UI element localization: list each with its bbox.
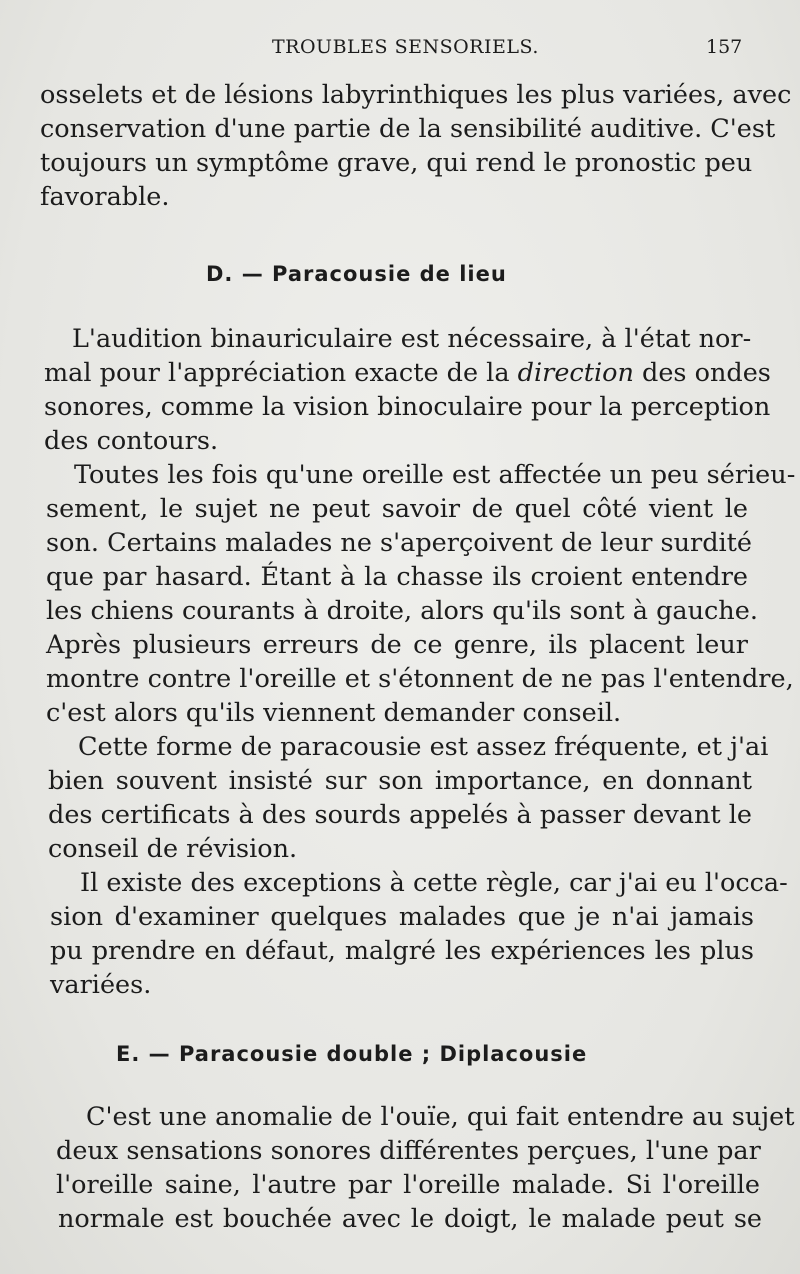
- section-heading-e: E. — Paracousie double ; Diplacousie: [116, 1042, 588, 1066]
- page-number: 157: [706, 36, 743, 58]
- text-line: c'est alors qu'ils viennent demander conseil.: [46, 698, 622, 728]
- text-line: bien souvent insisté sur son importance, en donnant: [48, 766, 752, 796]
- text-line: les chiens courants à droite, alors qu'ils sont à gauche.: [46, 596, 758, 626]
- italic-word: direction: [517, 358, 634, 388]
- text-line: des certificats à des sourds appelés à passer devant le: [48, 800, 752, 830]
- text-line: variées.: [50, 970, 152, 1000]
- text-line: Toutes les fois qu'une oreille est affectée un peu sérieu-: [74, 460, 796, 490]
- text-line: Cette forme de paracousie est assez fréquente, et j'ai: [78, 732, 769, 762]
- text-line: Après plusieurs erreurs de ce genre, ils placent leur: [46, 630, 748, 660]
- text-line: sion d'examiner quelques malades que je n'ai jamais: [50, 902, 754, 932]
- text-line: toujours un symptôme grave, qui rend le pronostic peu: [40, 148, 753, 178]
- text-line: son. Certains malades ne s'aperçoivent de leur surdité: [46, 528, 753, 558]
- text-line: deux sensations sonores différentes perçues, l'une par: [56, 1136, 761, 1166]
- text-line: C'est une anomalie de l'ouïe, qui fait entendre au sujet: [86, 1102, 795, 1132]
- text-line: L'audition binauriculaire est nécessaire, à l'état nor-: [72, 324, 752, 354]
- text-segment: mal pour l'appréciation exacte de la: [44, 358, 518, 388]
- text-line: conseil de révision.: [48, 834, 298, 864]
- text-segment: des ondes: [633, 358, 771, 388]
- text-line: que par hasard. Étant à la chasse ils croient entendre: [46, 562, 748, 592]
- text-line: favorable.: [40, 182, 170, 212]
- text-line: montre contre l'oreille et s'étonnent de ne pas l'entendre,: [46, 664, 794, 694]
- text-line: l'oreille saine, l'autre par l'oreille malade. Si l'oreille: [56, 1170, 760, 1200]
- text-line: des contours.: [44, 426, 219, 456]
- text-line: pu prendre en défaut, malgré les expériences les plus: [50, 936, 754, 966]
- text-line: sement, le sujet ne peut savoir de quel côté vient le: [46, 494, 748, 524]
- running-head: [0, 34, 800, 62]
- text-line: normale est bouchée avec le doigt, le malade peut se: [58, 1204, 762, 1234]
- text-line: [44, 356, 771, 390]
- running-title: TROUBLES SENSORIELS.: [272, 36, 539, 58]
- text-line: sonores, comme la vision binoculaire pour la perception: [44, 392, 771, 422]
- text-line: conservation d'une partie de la sensibilité auditive. C'est: [40, 114, 776, 144]
- text-line: Il existe des exceptions à cette règle, car j'ai eu l'occa-: [80, 868, 788, 898]
- section-heading-d: D. — Paracousie de lieu: [206, 262, 507, 286]
- text-line: osselets et de lésions labyrinthiques les plus variées, avec: [40, 80, 792, 110]
